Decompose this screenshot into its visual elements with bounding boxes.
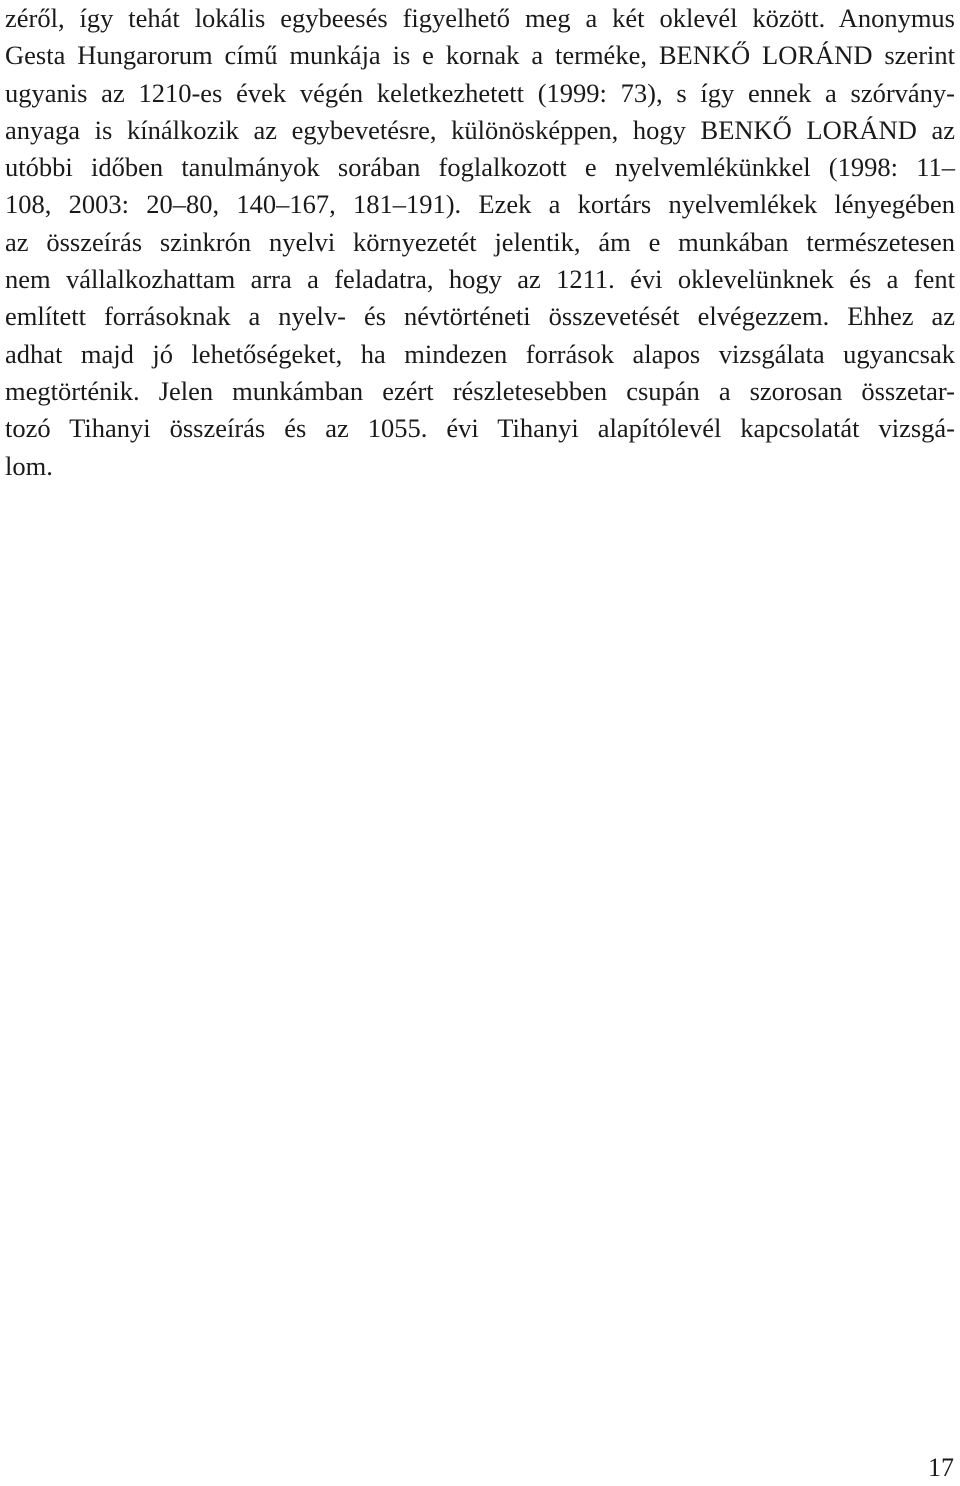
text-line: tozó Tihanyi összeírás és az 1055. évi Tihanyi alapítólevél kapcsolatát vizsgá- [5, 413, 955, 444]
text-line: nem vállalkozhattam arra a feladatra, hogy az 1211. évi oklevelünknek és a fent [5, 264, 955, 295]
text-line: említett forrásoknak a nyelv- és névtörténeti összevetését elvégezzem. Ehhez az [5, 301, 955, 332]
text-line: az összeírás szinkrón nyelvi környezetét jelentik, ám e munkában természetesen [5, 226, 955, 257]
text-line: zéről, így tehát lokális egybeesés figyelhető meg a két oklevél között. Anonymus [5, 3, 955, 33]
text-line: lom. [5, 450, 53, 481]
text-line: Gesta Hungarorum című munkája is e kornak a terméke, BENKŐ LORÁND szerint [5, 40, 955, 71]
text-line: adhat majd jó lehetőségeket, ha mindezen források alapos vizsgálata ugyancsak [5, 338, 955, 369]
body-text [5, 0, 955, 485]
text-line: megtörténik. Jelen munkámban ezért részletesebben csupán a szorosan összetar- [5, 375, 955, 406]
page-number: 17 [928, 1453, 954, 1482]
text-line: utóbbi időben tanulmányok sorában foglalkozott e nyelvemlékünkkel (1998: 11– [5, 152, 955, 183]
text-line: ugyanis az 1210-es évek végén keletkezhetett (1999: 73), s így ennek a szórvány- [5, 77, 955, 108]
text-line: anyaga is kínálkozik az egybevetésre, különösképpen, hogy BENKŐ LORÁND az [5, 114, 955, 145]
text-line: 108, 2003: 20–80, 140–167, 181–191). Ezek a kortárs nyelvemlékek lényegében [5, 189, 955, 220]
